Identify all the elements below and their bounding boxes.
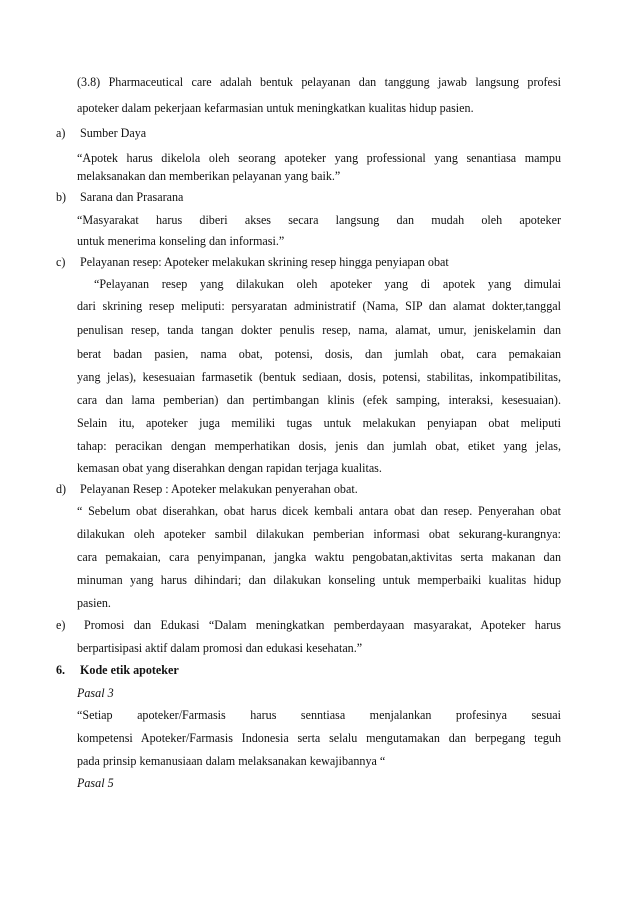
- item-title: Pelayanan Resep : Apoteker melakukan penyerahan obat.: [80, 482, 358, 496]
- intro-line: apoteker dalam pekerjaan kefarmasian untuk meningkatkan kualitas hidup pasien.: [77, 101, 474, 115]
- item-body-line: tahap: peracikan dengan memperhatikan dosis, jenis dan jumlah obat, etiket yang jelas,: [77, 439, 561, 453]
- pasal-body-line: “Setiap apoteker/Farmasis harus senntiasa menjalankan profesinya sesuai: [77, 708, 561, 722]
- item-body-line: “ Sebelum obat diserahkan, obat harus dicek kembali antara obat dan resep. Penyerahan obat: [77, 504, 561, 518]
- item-body-line: “Apotek harus dikelola oleh seorang apoteker yang professional yang senantiasa mampu: [77, 151, 561, 165]
- item-body-line: untuk menerima konseling dan informasi.”: [77, 234, 285, 248]
- pasal-label: Pasal 3: [77, 686, 114, 700]
- item-body-line: cara dan lama pemberian) dan pertimbangan klinis (efek samping, interaksi, kesesuaian).: [77, 393, 561, 407]
- item-body-line: dilakukan oleh apoteker sambil dilakukan pemberian informasi obat sekurang-kurangnya:: [77, 527, 561, 541]
- item-body-line: penulisan resep, tanda tangan dokter penulis resep, nama, alamat, umur, jeniskelamin dan: [77, 323, 561, 337]
- item-body-line: berpartisipasi aktif dalam promosi dan edukasi kesehatan.”: [77, 641, 363, 655]
- item-title: Sarana dan Prasarana: [80, 190, 184, 204]
- pasal-body-line: pada prinsip kemanusiaan dalam melaksanakan kewajibannya “: [77, 754, 386, 768]
- item-body-line: cara pemakaian, cara penyimpanan, jangka waktu pengobatan,aktivitas serta makanan dan: [77, 550, 561, 564]
- pasal-body-line: kompetensi Apoteker/Farmasis Indonesia serta selalu mengutamakan dan berpegang teguh: [77, 731, 561, 745]
- item-body-line: kemasan obat yang diserahkan dengan rapidan terjaga kualitas.: [77, 461, 382, 475]
- item-body-line: dari skrining resep meliputi: persyaratan administratif (Nama, SIP dan alamat dokter,tanggal: [77, 299, 561, 313]
- item-body-line: melaksanakan dan memberikan pelayanan yang baik.”: [77, 169, 341, 183]
- pasal-label: Pasal 5: [77, 776, 114, 790]
- item-title: Pelayanan resep: Apoteker melakukan skrining resep hingga penyiapan obat: [80, 255, 449, 269]
- item-body-line: “Masyarakat harus diberi akses secara langsung dan mudah oleh apoteker: [77, 213, 561, 227]
- item-marker: e): [56, 618, 66, 632]
- item-marker: c): [56, 255, 66, 269]
- item-body-line: yang jelas), kesesuaian farmasetik (bentuk sediaan, dosis, potensi, stabilitas, inkompatibilitas,: [77, 370, 561, 384]
- item-body-line: berat badan pasien, nama obat, potensi, dosis, dan jumlah obat, cara pemakaian: [77, 347, 561, 361]
- item-body-line: pasien.: [77, 596, 111, 610]
- item-marker: d): [56, 482, 67, 496]
- item-body-line: “Pelayanan resep yang dilakukan oleh apoteker yang di apotek yang dimulai: [94, 277, 561, 291]
- item-body-line: Selain itu, apoteker juga memiliki tugas untuk melakukan penyiapan obat meliputi: [77, 416, 561, 430]
- section-heading: Kode etik apoteker: [80, 663, 179, 677]
- intro-line: (3.8) Pharmaceutical care adalah bentuk pelayanan dan tanggung jawab langsung profesi: [77, 75, 561, 89]
- item-marker: b): [56, 190, 67, 204]
- item-marker: a): [56, 126, 66, 140]
- item-title: Promosi dan Edukasi “Dalam meningkatkan pemberdayaan masyarakat, Apoteker harus: [84, 618, 561, 632]
- section-number: 6.: [56, 663, 66, 677]
- item-title: Sumber Daya: [80, 126, 147, 140]
- item-body-line: minuman yang harus dihindari; dan dilakukan konseling untuk memperbaiki kualitas hidup: [77, 573, 561, 587]
